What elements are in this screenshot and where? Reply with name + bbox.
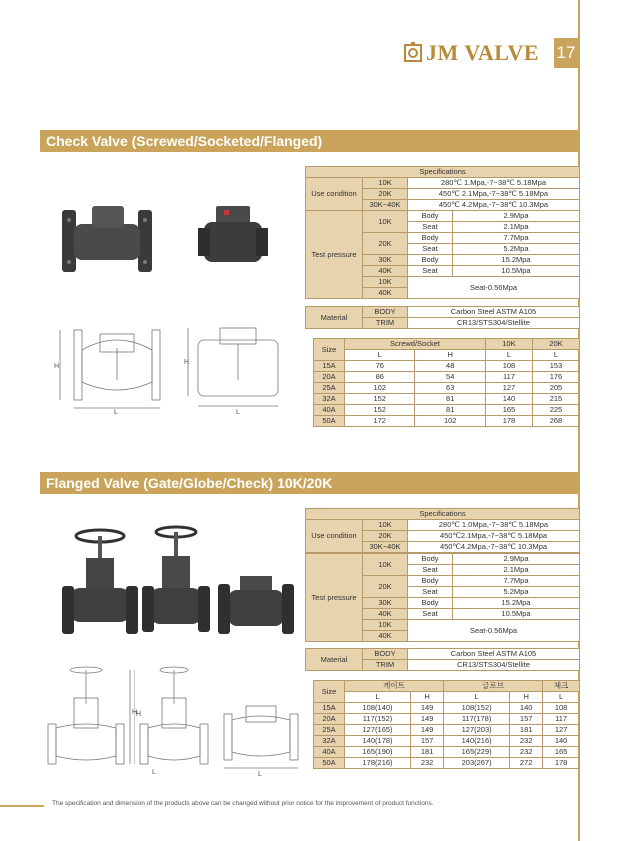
- gate-valve-drawing: [40, 664, 140, 776]
- size-cell: 32A: [314, 736, 345, 747]
- size-cell: 32A: [314, 394, 345, 405]
- table-row: [314, 736, 580, 747]
- test-class: 10K: [363, 277, 408, 288]
- dim-cell: 268: [532, 416, 579, 427]
- size-cell: 20A: [314, 372, 345, 383]
- spec-table-1-test: [305, 210, 580, 299]
- dim-cell: 81: [415, 394, 485, 405]
- footer-accent-line: [0, 805, 44, 807]
- section-title-check-valve: Check Valve (Screwed/Socketed/Flanged): [40, 130, 580, 152]
- dim-sub: H: [415, 350, 485, 361]
- check-valve-drawing: [220, 700, 304, 778]
- dim-cell: 165(190): [345, 747, 411, 758]
- dim-cell: 102: [415, 416, 485, 427]
- size-label: Size: [314, 681, 345, 703]
- test-part: Body: [408, 233, 453, 244]
- test-pressure-label: Test pressure: [306, 554, 363, 642]
- test-value: 5.2Mpa: [453, 244, 580, 255]
- dim-cell: 127(203): [444, 725, 510, 736]
- h-label-3: H: [132, 709, 138, 716]
- dim-cell: 127(165): [345, 725, 411, 736]
- check-valve-flanged-drawing: [52, 320, 182, 415]
- dim-group: 글로브: [444, 681, 543, 692]
- material-part: BODY: [363, 307, 408, 318]
- use-class: 20K: [363, 189, 408, 200]
- test-class: 20K: [363, 576, 408, 598]
- dim-cell: 102: [345, 383, 415, 394]
- dim-cell: 176: [532, 372, 579, 383]
- use-value: 280℃ 1.0Mpa,-7~38℃ 5.18Mpa: [408, 520, 580, 531]
- test-class: 10K: [363, 211, 408, 233]
- footer-note: The specification and dimension of the products above can be changed without prior notice for the improvement of product functions.: [52, 800, 434, 807]
- test-value: 2.9Mpa: [453, 554, 580, 565]
- dim-cell: 140: [543, 736, 580, 747]
- test-value: Seat-0.56Mpa: [408, 620, 580, 642]
- table-row: [314, 372, 580, 383]
- use-value: 450℃2.1Mpa,-7~38℃ 5.18Mpa: [408, 531, 580, 542]
- use-value: 450℃4.2Mpa,-7~38℃ 10.3Mpa: [408, 542, 580, 553]
- material-value: CR13/STS304/Stellite: [408, 318, 580, 329]
- dim-group: 20K: [532, 339, 579, 350]
- dim-sub: L: [444, 692, 510, 703]
- material-value: Carbon Steel ASTM A105: [408, 307, 580, 318]
- dim-cell: 157: [510, 714, 543, 725]
- use-class: 30K~40K: [363, 200, 408, 211]
- dim-cell: 149: [411, 703, 444, 714]
- table-row: [314, 703, 580, 714]
- size-cell: 25A: [314, 725, 345, 736]
- dim-sub: L: [543, 692, 580, 703]
- check-valve-socket-drawing: [184, 320, 294, 415]
- size-cell: 25A: [314, 383, 345, 394]
- use-condition-label: Use condition: [306, 178, 363, 211]
- use-class: 10K: [363, 520, 408, 531]
- test-class: 10K: [363, 554, 408, 576]
- dim-cell: 272: [510, 758, 543, 769]
- size-cell: 40A: [314, 747, 345, 758]
- dim-cell: 48: [415, 361, 485, 372]
- use-value: 450℃ 2.1Mpa,-7~38℃ 5.18Mpa: [408, 189, 580, 200]
- test-value: 15.2Mpa: [453, 255, 580, 266]
- dim-cell: 203(267): [444, 758, 510, 769]
- spec-table-2-material: [305, 648, 580, 671]
- test-class: 30K: [363, 255, 408, 266]
- table-row: [314, 758, 580, 769]
- test-part: Body: [408, 255, 453, 266]
- dim-cell: 178(216): [345, 758, 411, 769]
- table-row: [314, 361, 580, 372]
- dim-cell: 140: [510, 703, 543, 714]
- dim-group: 게이트: [345, 681, 444, 692]
- brand-logo: [404, 40, 539, 66]
- dim-cell: 232: [510, 736, 543, 747]
- material-value: Carbon Steel ASTM A105: [408, 649, 580, 660]
- test-value: 5.2Mpa: [453, 587, 580, 598]
- use-value: 450℃ 4.2Mpa,-7~38℃ 10.3Mpa: [408, 200, 580, 211]
- test-class: 40K: [363, 266, 408, 277]
- test-class: 30K: [363, 598, 408, 609]
- dim-cell: 172: [345, 416, 415, 427]
- page-number: 17: [554, 38, 578, 68]
- test-part: Body: [408, 576, 453, 587]
- test-value: 2.1Mpa: [453, 565, 580, 576]
- dim-cell: 157: [411, 736, 444, 747]
- spec-heading: Specifications: [306, 167, 580, 178]
- test-class: 20K: [363, 233, 408, 255]
- table-row: [314, 383, 580, 394]
- dim-cell: 165(229): [444, 747, 510, 758]
- dim-cell: 117: [543, 714, 580, 725]
- l-dim-globe: [140, 766, 170, 776]
- dim-cell: 215: [532, 394, 579, 405]
- dim-cell: 127: [543, 725, 580, 736]
- test-part: Seat: [408, 609, 453, 620]
- dim-cell: 152: [345, 394, 415, 405]
- spec-table-2: [305, 508, 580, 553]
- dim-group: Screwd/Socket: [345, 339, 486, 350]
- dim-cell: 165: [543, 747, 580, 758]
- section-title-flanged-valve: Flanged Valve (Gate/Globe/Check) 10K/20K: [40, 472, 580, 494]
- dim-cell: 63: [415, 383, 485, 394]
- dim-cell: 54: [415, 372, 485, 383]
- dim-sub: L: [485, 350, 532, 361]
- test-value: 2.9Mpa: [453, 211, 580, 222]
- dim-group: 10K: [485, 339, 532, 350]
- test-class: 40K: [363, 288, 408, 299]
- size-cell: 15A: [314, 361, 345, 372]
- dim-cell: 140(178): [345, 736, 411, 747]
- l-label-4: L: [152, 769, 156, 776]
- material-label: Material: [306, 307, 363, 329]
- use-condition-label: Use condition: [306, 520, 363, 553]
- material-part: BODY: [363, 649, 408, 660]
- dim-cell: 127: [485, 383, 532, 394]
- test-value: 15.2Mpa: [453, 598, 580, 609]
- test-value: 7.7Mpa: [453, 576, 580, 587]
- dim-cell: 140: [485, 394, 532, 405]
- dim-cell: 153: [532, 361, 579, 372]
- dim-cell: 178: [485, 416, 532, 427]
- test-part: Seat: [408, 565, 453, 576]
- test-part: Seat: [408, 587, 453, 598]
- check-valve-flanged-photo: [62, 200, 152, 275]
- test-value: 10.5Mpa: [453, 266, 580, 277]
- dim-sub: H: [411, 692, 444, 703]
- table-row: [314, 714, 580, 725]
- material-value: CR13/STS304/Stellite: [408, 660, 580, 671]
- check-valve-photo: [218, 574, 294, 638]
- h-label-2: H: [184, 359, 190, 366]
- dim-sub: L: [532, 350, 579, 361]
- dim-cell: 165: [485, 405, 532, 416]
- test-part: Body: [408, 211, 453, 222]
- table-row: [314, 405, 580, 416]
- dim-cell: 140(216): [444, 736, 510, 747]
- gate-valve-photo: [60, 528, 140, 640]
- dim-cell: 232: [510, 747, 543, 758]
- material-part: TRIM: [363, 318, 408, 329]
- size-cell: 50A: [314, 416, 345, 427]
- dim-cell: 81: [415, 405, 485, 416]
- use-class: 10K: [363, 178, 408, 189]
- material-label: Material: [306, 649, 363, 671]
- size-label: Size: [314, 339, 345, 361]
- test-part: Seat: [408, 222, 453, 233]
- test-value: 10.5Mpa: [453, 609, 580, 620]
- spec-table-1-material: [305, 306, 580, 329]
- dim-cell: 149: [411, 725, 444, 736]
- dim-cell: 205: [532, 383, 579, 394]
- table-row: [314, 747, 580, 758]
- material-part: TRIM: [363, 660, 408, 671]
- dim-group: 체크: [543, 681, 580, 692]
- test-part: Seat: [408, 266, 453, 277]
- test-part: Seat: [408, 244, 453, 255]
- test-value: Seat-0.56Mpa: [408, 277, 580, 299]
- dim-cell: 181: [411, 747, 444, 758]
- use-class: 30K~40K: [363, 542, 408, 553]
- dim-sub: L: [345, 692, 411, 703]
- use-value: 280℃ 1.Mpa,-7~38℃ 5.18Mpa: [408, 178, 580, 189]
- dim-cell: 117(178): [444, 714, 510, 725]
- valve-logo-icon: [404, 42, 422, 64]
- table-row: [314, 394, 580, 405]
- check-valve-socket-photo: [198, 202, 268, 270]
- test-value: 2.1Mpa: [453, 222, 580, 233]
- dim-cell: 117: [485, 372, 532, 383]
- dim-cell: 232: [411, 758, 444, 769]
- dim-sub: H: [510, 692, 543, 703]
- dim-cell: 108(152): [444, 703, 510, 714]
- table-row: [314, 725, 580, 736]
- test-class: 10K: [363, 620, 408, 631]
- test-class: 40K: [363, 631, 408, 642]
- test-value: 7.7Mpa: [453, 233, 580, 244]
- dim-cell: 178: [543, 758, 580, 769]
- size-cell: 50A: [314, 758, 345, 769]
- dim-cell: 76: [345, 361, 415, 372]
- test-pressure-label: Test pressure: [306, 211, 363, 299]
- spec-heading: Specifications: [306, 509, 580, 520]
- h-label-4: H: [136, 711, 142, 718]
- l-label-3: L: [258, 771, 262, 778]
- size-cell: 40A: [314, 405, 345, 416]
- dim-cell: 149: [411, 714, 444, 725]
- size-cell: 15A: [314, 703, 345, 714]
- dim-cell: 117(152): [345, 714, 411, 725]
- table-row: [314, 416, 580, 427]
- dim-cell: 152: [345, 405, 415, 416]
- test-part: Body: [408, 598, 453, 609]
- use-class: 20K: [363, 531, 408, 542]
- size-cell: 20A: [314, 714, 345, 725]
- dimension-table-2: [313, 680, 580, 769]
- spec-table-1: [305, 166, 580, 211]
- dim-sub: L: [345, 350, 415, 361]
- dim-cell: 181: [510, 725, 543, 736]
- l-label-2: L: [236, 409, 240, 415]
- l-label-1: L: [114, 409, 118, 415]
- brand-name: JM VALVE: [426, 40, 540, 65]
- globe-valve-drawing: [134, 664, 220, 776]
- dim-cell: 108: [543, 703, 580, 714]
- test-class: 40K: [363, 609, 408, 620]
- dim-cell: 108(140): [345, 703, 411, 714]
- h-label-1: H: [54, 363, 60, 370]
- dim-cell: 108: [485, 361, 532, 372]
- dim-cell: 86: [345, 372, 415, 383]
- spec-table-2-test: [305, 553, 580, 642]
- dimension-table-1: [313, 338, 580, 427]
- dim-cell: 225: [532, 405, 579, 416]
- test-part: Body: [408, 554, 453, 565]
- globe-valve-photo: [140, 524, 212, 640]
